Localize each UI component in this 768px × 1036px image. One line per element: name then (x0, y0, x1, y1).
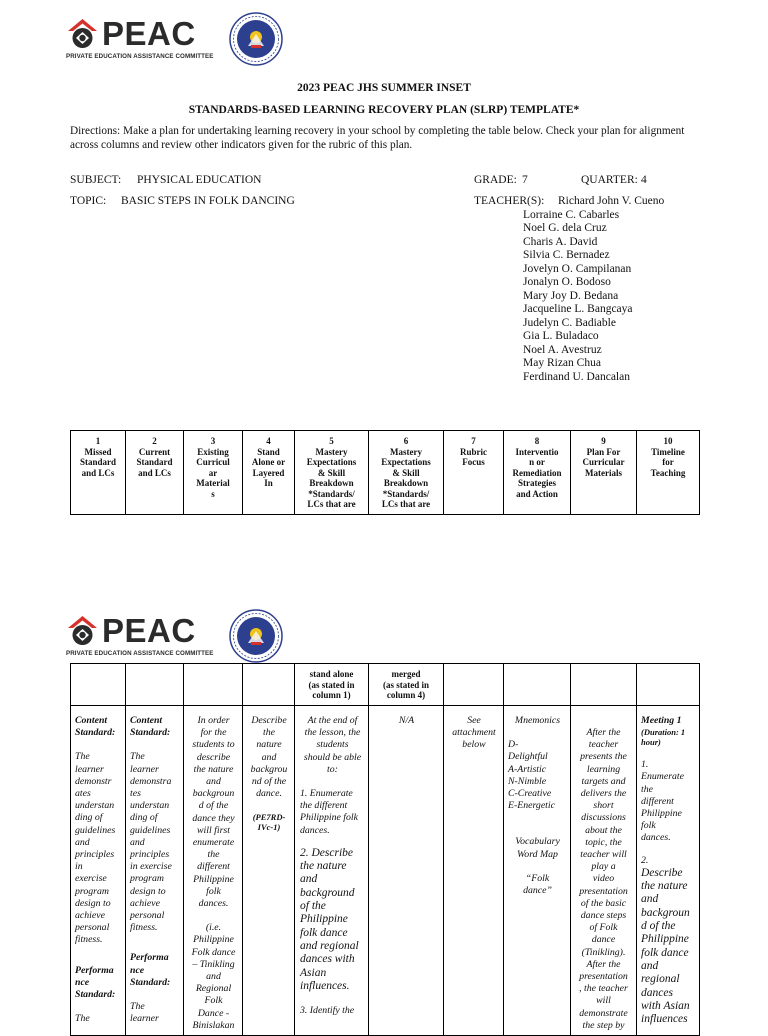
cont-cell-9 (571, 664, 637, 706)
column-header-3: 3 Existing Curricul ar Material s (184, 431, 243, 515)
cont-cell-10 (637, 664, 700, 706)
curricular-materials-cell: After the teacher presents the learning targets and delivers the short discussions about the topic, the teacher will play a video presentation of the basic dance steps of Folk dance (Tinikling). After the presentation , the teacher will demonstrate the step by (571, 706, 637, 1036)
teacher-name: Noel A. Avestruz (523, 343, 602, 356)
teacher-name: Mary Joy D. Bedana (523, 289, 619, 302)
directions-text: Directions: Make a plan for undertaking learning recovery in your school by completing the table below. Check your plan for alignment across columns and review other indicators given for the rubric of this plan. (70, 125, 685, 151)
merged-expectations-cell: N/A (369, 706, 444, 1036)
subject-value: PHYSICAL EDUCATION (137, 174, 262, 186)
missed-standard-cell: Content Standard: The learner demonstr ates understan ding of guidelines and principles in exercise program design to achieve personal fitness. Performa nce Standard: The (71, 706, 126, 1036)
document-title: 2023 PEAC JHS SUMMER INSET (297, 82, 471, 94)
cont-cell-2 (126, 664, 184, 706)
teacher-name: Silvia C. Bernadez (523, 249, 610, 261)
teacher-name: Judelyn C. Badiable (523, 316, 616, 329)
grade-label: GRADE: (474, 174, 517, 186)
column-6-continuation: merged (as stated in column 4) (369, 664, 444, 706)
column-header-8: 8 Interventio n or Remediation Strategies and Action (504, 431, 571, 515)
topic-value: BASIC STEPS IN FOLK DANCING (121, 195, 295, 207)
rubric-focus-cell: See attachment below (444, 706, 504, 1036)
existing-materials-cell: In order for the students to describe the nature and backgroun d of the dance they will first enumerate the different Philippine folk dances. (i.e. Philippine Folk dance – Tinikling and Regional Folk Dance - Binislakan (184, 706, 243, 1036)
teacher-name: Lorraine C. Cabarles (523, 208, 620, 221)
column-header-4: 4 Stand Alone or Layered In (243, 431, 295, 515)
teacher-name: Jacqueline L. Bangcaya (523, 303, 633, 315)
timeline-cell: Meeting 1 (Duration: 1 hour) 1. Enumerate the different Philippine folk dances. 2. Describe the nature and backgroun d of the Philippine folk dance and regional dances with Asian influences (637, 706, 700, 1036)
intervention-cell: Mnemonics D- Delightful A-Artistic N-Nimble C-Creative E-Energetic Vocabulary Word Map “Folk dance” (504, 706, 571, 1036)
column-header-6: 6 Mastery Expectations & Skill Breakdown *Standards/ LCs that are (369, 431, 444, 515)
deped-seal-icon (229, 609, 283, 663)
peac-subtitle: PRIVATE EDUCATION ASSISTANCE COMMITTEE (66, 650, 214, 657)
stand-alone-cell: Describe the nature and backgrou nd of the dance. (PE7RD- IVc-1) (243, 706, 295, 1036)
peac-house-icon (66, 614, 99, 647)
slrp-header-table (70, 430, 700, 515)
teacher-first: Richard John V. Cueno (558, 195, 665, 207)
teacher-name: Jovelyn O. Campilanan (523, 262, 632, 275)
teacher-name: Gia L. Buladaco (523, 330, 599, 342)
peac-subtitle: PRIVATE EDUCATION ASSISTANCE COMMITTEE (66, 53, 214, 60)
cont-cell-1 (71, 664, 126, 706)
slrp-body-table (70, 663, 700, 1036)
teacher-name: Jonalyn O. Bodoso (523, 276, 611, 288)
peac-house-icon (66, 17, 99, 50)
cont-cell-8 (504, 664, 571, 706)
subject-label: SUBJECT: (70, 174, 122, 186)
mastery-expectations-cell: At the end of the lesson, the students should be able to: 1. Enumerate the different Philippine folk dances. 2. Describe the nature and background of the Philippine folk dance and regional dances with Asian influences. 3. Identify the (295, 706, 369, 1036)
column-5-continuation: stand alone (as stated in column 1) (295, 664, 369, 706)
teacher-name: Charis A. David (523, 235, 598, 248)
peac-wordmark: PEAC (102, 612, 196, 649)
column-header-2: 2 Current Standard and LCs (126, 431, 184, 515)
peac-logo-page2 (66, 614, 283, 663)
column-header-10: 10 Timeline for Teaching (637, 431, 700, 515)
teachers-label: TEACHER(S): (474, 195, 545, 207)
column-header-7: 7 Rubric Focus (444, 431, 504, 515)
topic-label: TOPIC: (70, 195, 107, 207)
deped-seal-icon (229, 12, 283, 66)
teacher-name: Noel G. dela Cruz (523, 222, 607, 234)
teacher-name: May Rizan Chua (523, 357, 601, 369)
column-header-1: 1 Missed Standard and LCs (71, 431, 126, 515)
column-header-9: 9 Plan For Curricular Materials (571, 431, 637, 515)
document-subtitle: STANDARDS-BASED LEARNING RECOVERY PLAN (SLRP) TEMPLATE* (188, 104, 580, 116)
quarter-label: QUARTER: (581, 174, 638, 186)
quarter-value: 4 (641, 174, 647, 186)
column-header-5: 5 Mastery Expectations & Skill Breakdown *Standards/ LCs that are (295, 431, 369, 515)
teacher-name: Ferdinand U. Dancalan (523, 370, 630, 383)
peac-wordmark: PEAC (102, 15, 196, 52)
peac-logo (66, 17, 283, 66)
cont-cell-3 (184, 664, 243, 706)
cont-cell-7 (444, 664, 504, 706)
current-standard-cell: Content Standard: The learner demonstra tes understan ding of guidelines and principles in exercise program design to achieve personal fitness. Performa nce Standard: The learner (126, 706, 184, 1036)
grade-value: 7 (522, 174, 528, 186)
teacher-list (523, 209, 633, 385)
cont-cell-4 (243, 664, 295, 706)
